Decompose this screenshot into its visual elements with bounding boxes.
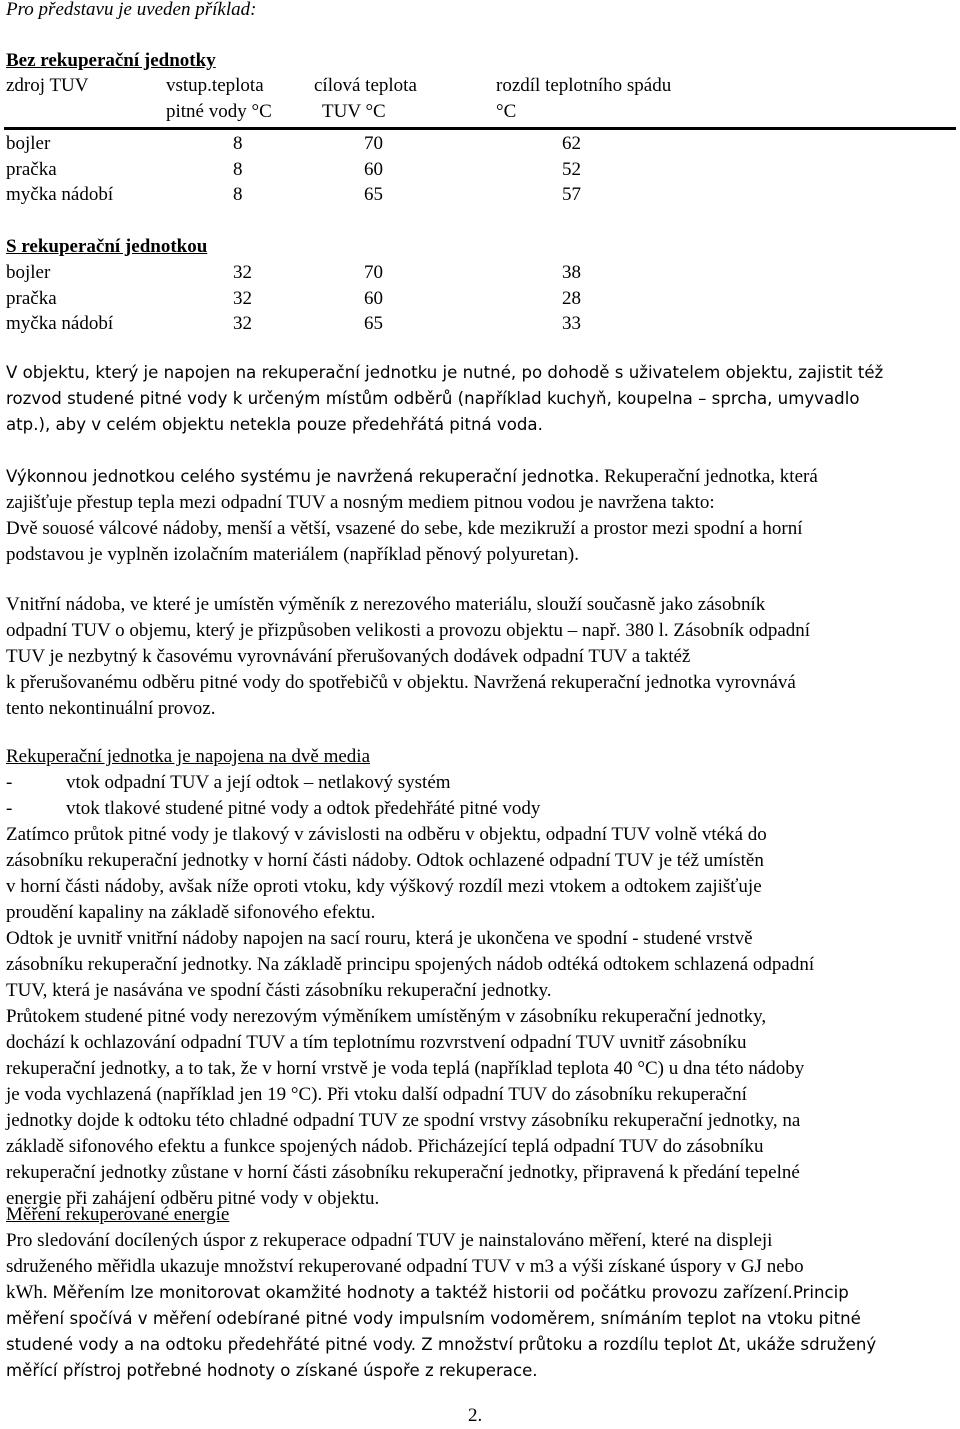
row-name: pračka bbox=[6, 288, 57, 309]
paragraph-sentence: Přicházející teplá odpadní TUV do zásobníku bbox=[417, 1136, 764, 1157]
col-header-inlet-l2: pitné vody °C bbox=[166, 101, 272, 122]
paragraph-line: TUV, která je nasávána ve spodní části zásobníku rekuperační jednotky. bbox=[6, 980, 552, 1001]
table1-heading: Bez rekuperační jednotky bbox=[6, 50, 216, 71]
row-inlet: 32 bbox=[233, 313, 252, 334]
list-dash: - bbox=[6, 798, 13, 819]
row-diff: 28 bbox=[562, 288, 581, 309]
row-diff: 62 bbox=[562, 133, 581, 154]
paragraph-line: měření spočívá v měření odebírané pitné vody impulsním vodoměrem, snímáním teplot na vtoku pitné bbox=[6, 1309, 861, 1328]
list-item bbox=[6, 770, 956, 796]
paragraph-sentence: je voda vychlazená (například jen 19 °C). bbox=[6, 1084, 323, 1105]
paragraph-sentence: Rekuperační jednotka, která bbox=[604, 466, 818, 487]
page-number: 2. bbox=[468, 1405, 483, 1426]
col-header-target-l2: TUV °C bbox=[322, 101, 386, 122]
paragraph-line: tento nekontinuální provoz. bbox=[6, 698, 216, 719]
paragraph-unit-design bbox=[6, 464, 956, 568]
paragraph-line: atp.), aby v celém objektu netekla pouze předehřátá pitná voda. bbox=[6, 415, 543, 434]
col-header-diff-l1: rozdíl teplotního spádu bbox=[496, 75, 672, 96]
paragraph-line: rozvod studené pitné vody k určeným místům odběrů (například kuchyň, koupelna – sprcha, umyvadlo bbox=[6, 389, 860, 408]
row-diff: 57 bbox=[562, 184, 581, 205]
row-name: myčka nádobí bbox=[6, 184, 114, 205]
paragraph-sentence: Na základě principu spojených nádob odtéká odtokem schlazená odpadní bbox=[256, 954, 815, 975]
paragraph-line: dochází k ochlazování odpadní TUV a tím teplotnímu rozvrstvení odpadní TUV uvnitř zásobníku bbox=[6, 1032, 747, 1053]
paragraph-sentence: Navržená rekuperační jednotka vyrovnává bbox=[473, 672, 796, 693]
list-item-text: vtok odpadní TUV a její odtok – netlakový systém bbox=[66, 772, 451, 793]
paragraph-sentence: studené vody a na odtoku předehřáté pitné vody. bbox=[6, 1335, 416, 1354]
paragraph-line: Zatímco průtok pitné vody je tlakový v závislosti na odběru v objektu, odpadní TUV volně vtéká do bbox=[6, 824, 767, 845]
row-target: 60 bbox=[364, 288, 383, 309]
paragraph-line: jednotky dojde k odtoku této chladné odpadní TUV ze spodní vrstvy zásobníku rekuperační jednotky, na bbox=[6, 1110, 801, 1131]
paragraph-line: proudění kapaliny na základě sifonového efektu. bbox=[6, 902, 376, 923]
paragraph-cold-water-distribution bbox=[6, 360, 956, 438]
paragraph-line: Odtok je uvnitř vnitřní nádoby napojen na sací rouru, která je ukončena ve spodní - studené vrstvě bbox=[6, 928, 753, 949]
paragraph-line: Vnitřní nádoba, ve které je umístěn výměník z nerezového materiálu, slouží současně jako zásobník bbox=[6, 594, 766, 615]
paragraph-line: TUV je nezbytný k časovému vyrovnávání přerušovaných dodávek odpadní TUV a taktéž bbox=[6, 646, 691, 667]
row-inlet: 8 bbox=[233, 133, 243, 154]
paragraph-sentence: zásobníku rekuperační jednotky. bbox=[6, 954, 253, 975]
list-dash: - bbox=[6, 772, 13, 793]
paragraph-line: rekuperační jednotky, a to tak, že v horní vrstvě je voda teplá (například teplota 40 °C) u dna této nádoby bbox=[6, 1058, 805, 1079]
row-name: bojler bbox=[6, 133, 51, 154]
row-inlet: 8 bbox=[233, 184, 243, 205]
paragraph-line: zajišťuje přestup tepla mezi odpadní TUV a nosným mediem pitnou vodou je navržena takto: bbox=[6, 492, 715, 513]
paragraph-sentence: kWh. bbox=[6, 1282, 48, 1303]
col-header-target-l1: cílová teplota bbox=[314, 75, 417, 96]
row-diff: 38 bbox=[562, 262, 581, 283]
row-target: 65 bbox=[364, 184, 383, 205]
section-measurement bbox=[6, 1202, 956, 1384]
paragraph-sentence: Z množství průtoku a rozdílu teplot Δt, ukáže sdružený bbox=[421, 1335, 877, 1354]
paragraph-sentence: Měřením lze monitorovat okamžité hodnoty a taktéž historii od počátku provozu zařízení. bbox=[52, 1283, 793, 1302]
paragraph-line: Průtokem studené pitné vody nerezovým výměníkem umístěným v zásobníku rekuperační jednotky, bbox=[6, 1006, 767, 1027]
row-target: 65 bbox=[364, 313, 383, 334]
paragraph-line: energie při zahájení odběru pitné vody v objektu. bbox=[6, 1188, 380, 1209]
row-diff: 52 bbox=[562, 159, 581, 180]
row-diff: 33 bbox=[562, 313, 581, 334]
list-item bbox=[6, 796, 956, 822]
col-header-diff-l2: °C bbox=[496, 101, 517, 122]
row-inlet: 32 bbox=[233, 288, 252, 309]
paragraph-line: rekuperační jednotky zůstane v horní části zásobníku rekuperační jednotky, připravená k předání tepelné bbox=[6, 1162, 800, 1183]
paragraph-sentence: základě sifonového efektu a funkce spojených nádob. bbox=[6, 1136, 413, 1157]
paragraph-sentence: zásobníku rekuperační jednotky v horní části nádoby. bbox=[6, 850, 412, 871]
header-rule bbox=[4, 127, 956, 130]
paragraph-sentence: Při vtoku další odpadní TUV do zásobníku rekuperační bbox=[326, 1084, 747, 1105]
section-connections bbox=[6, 744, 956, 1212]
paragraph-line: měřící přístroj potřebné hodnoty o získané úspoře z rekuperace. bbox=[6, 1361, 538, 1380]
row-name: myčka nádobí bbox=[6, 313, 114, 334]
table2-heading: S rekuperační jednotkou bbox=[6, 236, 208, 257]
row-target: 60 bbox=[364, 159, 383, 180]
paragraph-sentence: Odtok ochlazené odpadní TUV je též umístěn bbox=[416, 850, 764, 871]
section-heading: Měření rekuperované energie bbox=[6, 1204, 230, 1225]
list-item-text: vtok tlakové studené pitné vody a odtok předehřáté pitné vody bbox=[66, 798, 541, 819]
section-heading: Rekuperační jednotka je napojena na dvě media bbox=[6, 746, 371, 767]
col-header-inlet-l1: vstup.teplota bbox=[166, 75, 264, 96]
paragraph-sentence: k přerušovanému odběru pitné vody do spotřebičů v objektu. bbox=[6, 672, 469, 693]
intro-text: Pro představu je uveden příklad: bbox=[6, 0, 257, 20]
row-target: 70 bbox=[364, 133, 383, 154]
row-target: 70 bbox=[364, 262, 383, 283]
paragraph-sentence: Výkonnou jednotkou celého systému je navržená rekuperační jednotka. bbox=[6, 467, 600, 486]
col-header-source: zdroj TUV bbox=[6, 75, 89, 96]
row-inlet: 32 bbox=[233, 262, 252, 283]
paragraph-line: V objektu, který je napojen na rekuperační jednotku je nutné, po dohodě s uživatelem objektu, zajistit též bbox=[6, 363, 884, 382]
paragraph-sentence: odpadní TUV o objemu, který je přizpůsoben velikosti a provozu objektu – např. 380 l. bbox=[6, 620, 669, 641]
row-name: bojler bbox=[6, 262, 51, 283]
paragraph-line: Dvě souosé válcové nádoby, menší a větší, vsazené do sebe, kde mezikruží a prostor mezi spodní a horní bbox=[6, 518, 803, 539]
paragraph-inner-vessel bbox=[6, 592, 956, 722]
paragraph-line: sdruženého měřidla ukazuje množství rekuperované odpadní TUV v m3 a výši získané úspory v GJ nebo bbox=[6, 1256, 804, 1277]
paragraph-sentence: Princip bbox=[792, 1283, 849, 1302]
paragraph-line: v horní části nádoby, avšak níže oproti vtoku, kdy výškový rozdíl mezi vtokem a odtokem zajišťuje bbox=[6, 876, 762, 897]
paragraph-line: podstavou je vyplněn izolačním materiálem (například pěnový polyuretan). bbox=[6, 544, 579, 565]
row-inlet: 8 bbox=[233, 159, 243, 180]
row-name: pračka bbox=[6, 159, 57, 180]
paragraph-sentence: Zásobník odpadní bbox=[673, 620, 811, 641]
paragraph-line: Pro sledování docílených úspor z rekuperace odpadní TUV je nainstalováno měření, které na displeji bbox=[6, 1230, 773, 1251]
